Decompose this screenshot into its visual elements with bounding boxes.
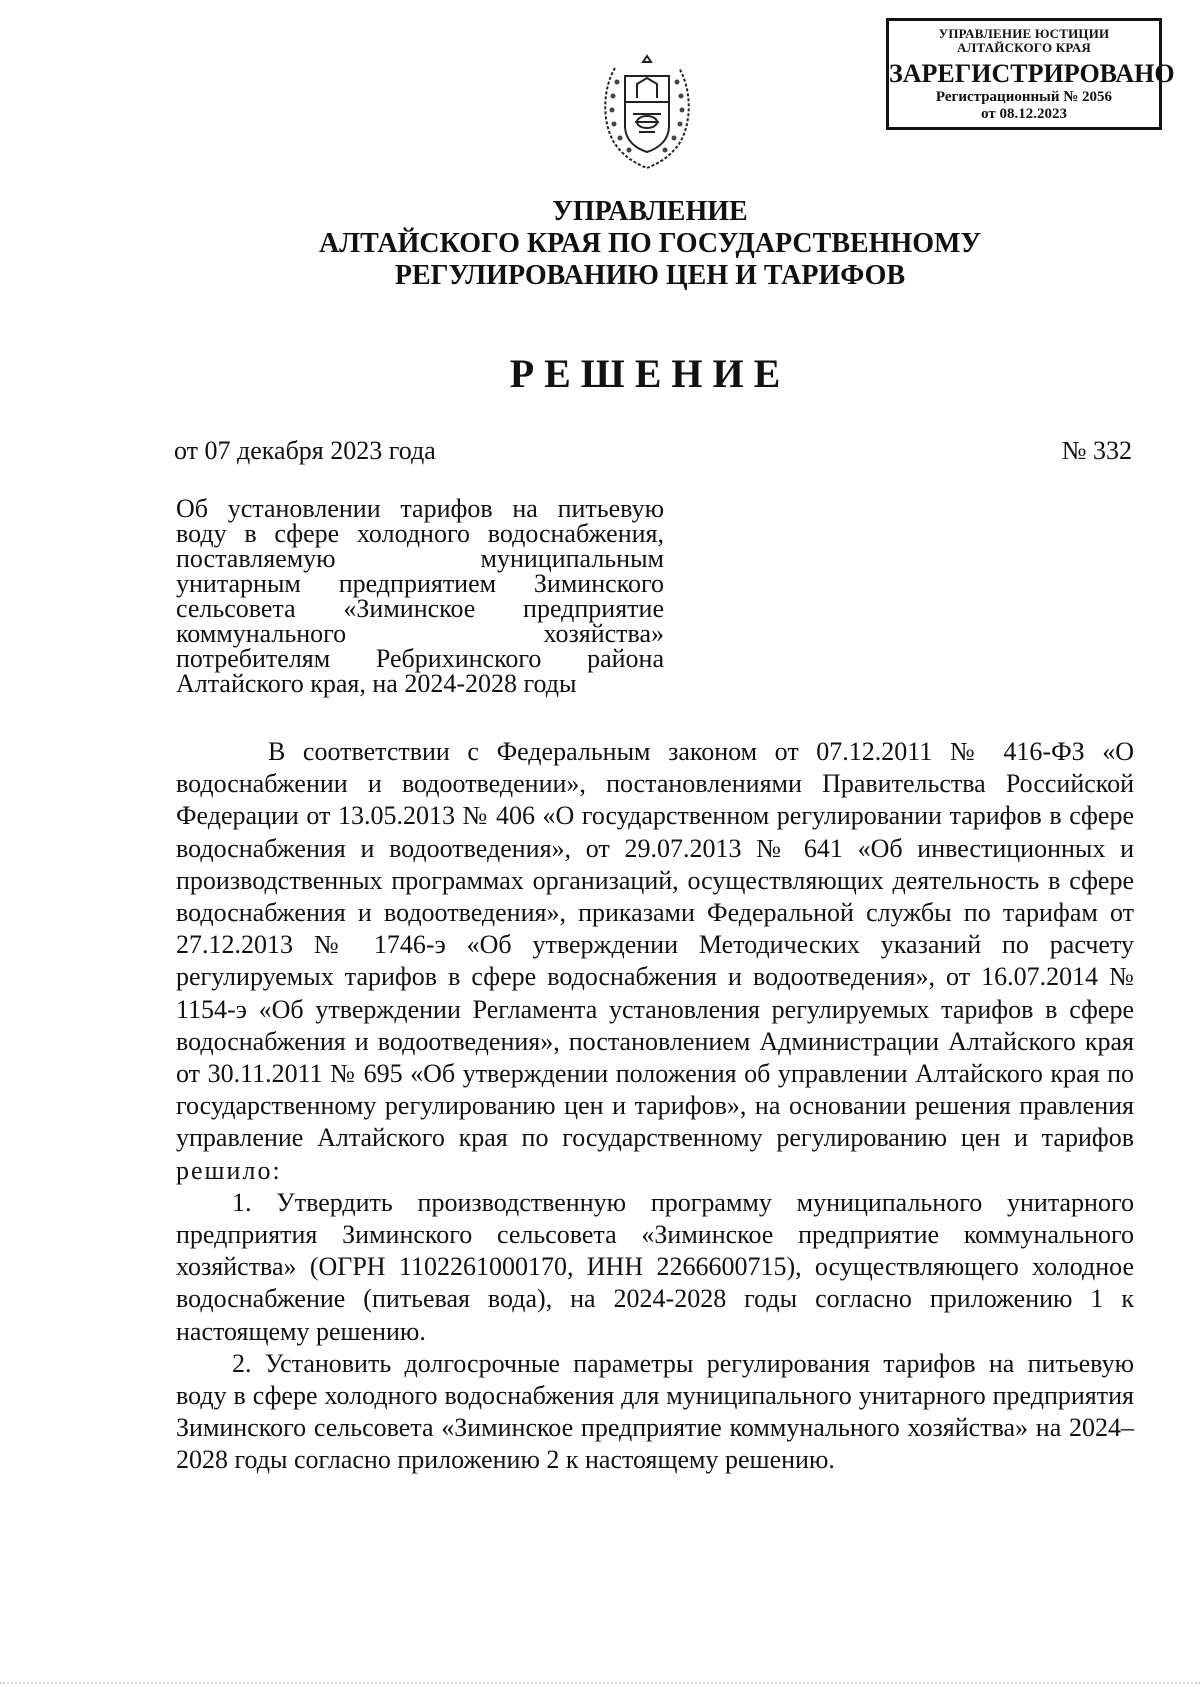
document-subject	[176, 496, 664, 696]
subject-line: воду в сфере холодного водоснабжения,	[176, 519, 664, 548]
coat-of-arms-icon	[595, 52, 699, 172]
registration-stamp	[886, 18, 1175, 130]
subject-line: унитарным предприятием Зиминского	[176, 569, 664, 598]
preamble-text: В соответствии с Федеральным законом от 07.12.2011 № 416-ФЗ «О водоснабжении и водоотведении», постановлениями Правительства Российской Федерации от 13.05.2013 № 406 «О государственном регулировании тарифов в сфере водоснабжения и водоотведения», от 29.07.2013 № 641 «Об инвестиционных и производственных программах организаций, осуществляющих деятельность в сфере водоснабжения и водоотведения», приказами Федеральной службы по тарифам от 27.12.2013 № 1746-э «Об утверждении Методических указаний по расчету регулируемых тарифов в сфере водоснабжения и водоотведения», от 16.07.2014 № 1154-э «Об утверждении Регламента установления регулируемых тарифов в сфере водоснабжения и водоотведения», постановлением Администрации Алтайского края от 30.11.2011 № 695 «Об утверждении положения об управлении Алтайского края по государственному регулированию цен и тарифов», на основании решения правления управление Алтайского края по государственному регулированию цен и тарифов	[176, 737, 1134, 1153]
item-2-paragraph: 2. Установить долгосрочные параметры регулирования тарифов на питьевую воду в сфере холодного водоснабжения для муниципального унитарного предприятия Зиминского сельсовета «Зиминское предприятие коммунального хозяйства» на 2024–2028 годы согласно приложению 2 к настоящему решению.	[176, 1348, 1134, 1475]
document-date: от 07 декабря 2023 года	[174, 436, 436, 465]
agency-name-line2: АЛТАЙСКОГО КРАЯ ПО ГОСУДАРСТВЕННОМУ	[319, 228, 981, 259]
decided-word: решило:	[176, 1155, 282, 1185]
subject-line: коммунального хозяйства»	[176, 619, 664, 648]
date-number-row	[174, 436, 1132, 466]
subject-line: потребителям Ребрихинского района	[176, 644, 664, 673]
subject-line: Об установлении тарифов на питьевую	[176, 494, 664, 523]
agency-name-line1: УПРАВЛЕНИЕ	[552, 196, 748, 227]
stamp-org-line1: УПРАВЛЕНИЕ ЮСТИЦИИ	[938, 26, 1110, 41]
document-body	[176, 736, 1134, 1477]
stamp-status: ЗАРЕГИСТРИРОВАНО	[889, 59, 1175, 88]
subject-line: сельсовета «Зиминское предприятие	[176, 594, 664, 623]
stamp-reg-date: от 08.12.2023	[981, 106, 1067, 122]
document-number: № 332	[1061, 436, 1132, 465]
agency-name	[200, 196, 1100, 292]
stamp-reg-number: Регистрационный № 2056	[935, 89, 1113, 105]
preamble-paragraph	[176, 736, 1134, 1187]
subject-line: поставляемую муниципальным	[176, 544, 664, 573]
document-type-title: РЕШЕНИЕ	[509, 351, 791, 396]
stamp-org-line2: АЛТАЙСКОГО КРАЯ	[957, 40, 1091, 55]
agency-name-line3: РЕГУЛИРОВАНИЮ ЦЕН И ТАРИФОВ	[394, 260, 906, 291]
item-1-paragraph: 1. Утвердить производственную программу муниципального унитарного предприятия Зиминского сельсовета «Зиминское предприятие коммунального хозяйства» (ОГРН 1102261000170, ИНН 2266600715), осуществляющего холодное водоснабжение (питьевая вода), на 2024-2028 годы согласно приложению 1 к настоящему решению.	[176, 1187, 1134, 1346]
subject-line: Алтайского края, на 2024-2028 годы	[176, 669, 577, 698]
scan-edge-divider	[0, 1682, 1200, 1684]
